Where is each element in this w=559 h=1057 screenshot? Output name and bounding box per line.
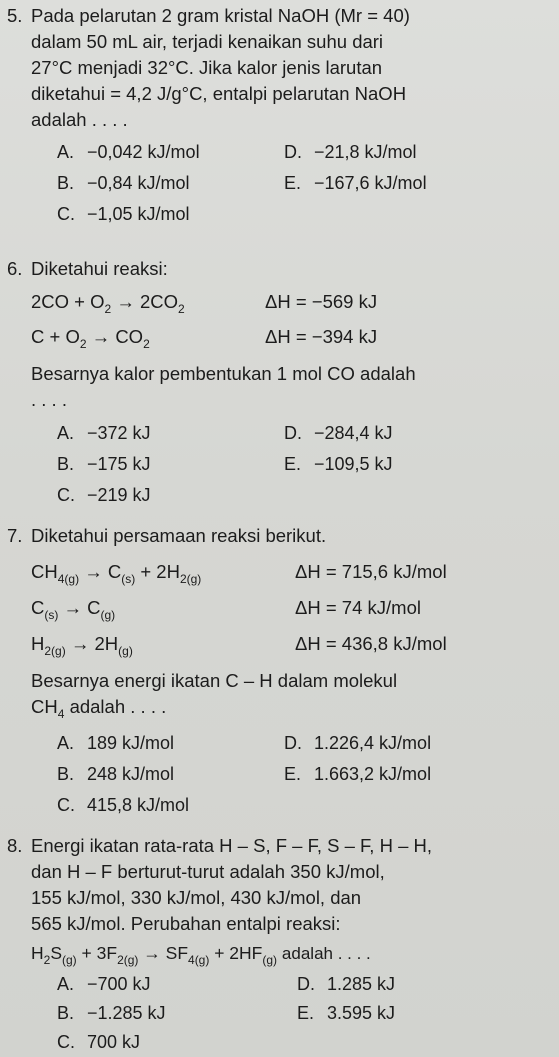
option-text: −0,84 kJ/mol bbox=[87, 173, 190, 193]
reaction-equation: $C_{(s)} \to C_{(g)}$ bbox=[31, 597, 116, 622]
arrow-icon: → bbox=[70, 633, 90, 654]
option-text: −700 kJ bbox=[87, 974, 151, 994]
reaction-equation: $C + O_2 \to CO_2$ bbox=[31, 326, 150, 351]
option-b[interactable] bbox=[57, 171, 190, 195]
question-text-line: . . . . bbox=[31, 389, 67, 410]
question-text-line: Besarnya kalor pembentukan 1 mol CO adalah bbox=[31, 363, 416, 384]
option-e[interactable] bbox=[284, 762, 431, 786]
option-text: 1.285 kJ bbox=[327, 974, 396, 994]
question-text-line: $CH_4$ adalah . . . . bbox=[31, 696, 167, 721]
arrow-icon: → bbox=[63, 597, 83, 618]
option-text: −109,5 kJ bbox=[314, 454, 393, 474]
question-text-line: 155 kJ/mol, 330 kJ/mol, 430 kJ/mol, dan bbox=[31, 887, 362, 908]
option-text: −1,05 kJ/mol bbox=[87, 204, 190, 224]
arrow-icon: → bbox=[91, 326, 111, 347]
option-c[interactable] bbox=[57, 202, 190, 226]
option-e[interactable] bbox=[284, 171, 427, 195]
option-e[interactable] bbox=[284, 452, 393, 476]
option-text: 3.595 kJ bbox=[327, 1003, 396, 1023]
question-text-line: diketahui = 4,2 J/g°C, entalpi pelarutan NaOH bbox=[31, 83, 407, 104]
option-text: −1.285 kJ bbox=[87, 1003, 166, 1023]
option-letter: C. bbox=[57, 204, 75, 224]
option-text: −21,8 kJ/mol bbox=[314, 142, 417, 162]
question-number: 6. bbox=[7, 258, 23, 279]
option-a[interactable] bbox=[57, 140, 200, 164]
question-text-line: dan H – F berturut-turut adalah 350 kJ/mol, bbox=[31, 861, 385, 882]
question-text-line: 565 kJ/mol. Perubahan entalpi reaksi: bbox=[31, 913, 341, 934]
question-intro: Diketahui reaksi: bbox=[31, 258, 168, 279]
option-text: −284,4 kJ bbox=[314, 423, 393, 443]
enthalpy-value: ΔH = −394 kJ bbox=[265, 326, 378, 347]
option-text: 700 kJ bbox=[87, 1032, 141, 1052]
reaction-equation: $H_{2(g)} \to 2H_{(g)}$ bbox=[31, 633, 133, 658]
option-letter: B. bbox=[57, 764, 75, 784]
reaction-equation: $2CO + O_2 \to 2CO_2$ bbox=[31, 291, 185, 316]
option-letter: E. bbox=[284, 173, 302, 193]
question-text-line: dalam 50 mL air, terjadi kenaikan suhu dari bbox=[31, 31, 384, 52]
question-text-line: Pada pelarutan 2 gram kristal NaOH (Mr = 40) bbox=[31, 5, 410, 26]
reaction-equation: $CH_{4(g)} \to C_{(s)} + 2H_{2(g)}$ bbox=[31, 561, 202, 586]
option-a[interactable] bbox=[57, 972, 151, 996]
option-e[interactable] bbox=[297, 1001, 395, 1025]
enthalpy-value: ΔH = 74 kJ/mol bbox=[295, 597, 421, 618]
arrow-icon: → bbox=[84, 561, 103, 582]
option-text: 1.663,2 kJ/mol bbox=[314, 764, 432, 784]
option-text: −372 kJ bbox=[87, 423, 151, 443]
option-letter: B. bbox=[57, 1003, 75, 1023]
enthalpy-value: ΔH = 436,8 kJ/mol bbox=[295, 633, 447, 654]
option-letter: C. bbox=[57, 485, 75, 505]
question-text-line: 27°C menjadi 32°C. Jika kalor jenis larutan bbox=[31, 57, 383, 78]
option-letter: A. bbox=[57, 423, 75, 443]
enthalpy-value: ΔH = −569 kJ bbox=[265, 291, 378, 312]
reaction-equation: $H_2S_{(g)} + 3F_{2(g)} \to SF_{4(g)} + 2HF_{(g)}$ adalah . . . . bbox=[31, 943, 371, 967]
option-text: −167,6 kJ/mol bbox=[314, 173, 427, 193]
option-letter: A. bbox=[57, 733, 75, 753]
option-d[interactable] bbox=[284, 731, 431, 755]
option-text: 248 kJ/mol bbox=[87, 764, 175, 784]
option-a[interactable] bbox=[57, 421, 151, 445]
option-letter: E. bbox=[284, 454, 302, 474]
question-text-line: Energi ikatan rata-rata H – S, F – F, S – F, H – H, bbox=[31, 835, 432, 856]
option-d[interactable] bbox=[297, 972, 395, 996]
option-letter: D. bbox=[284, 423, 302, 443]
option-letter: C. bbox=[57, 1032, 75, 1052]
option-letter: A. bbox=[57, 974, 75, 994]
option-b[interactable] bbox=[57, 452, 151, 476]
question-number: 5. bbox=[7, 5, 23, 26]
option-text: −175 kJ bbox=[87, 454, 151, 474]
option-letter: D. bbox=[297, 974, 315, 994]
option-b[interactable] bbox=[57, 1001, 166, 1025]
option-d[interactable] bbox=[284, 140, 417, 164]
question-intro: Diketahui persamaan reaksi berikut. bbox=[31, 525, 327, 546]
option-text: 189 kJ/mol bbox=[87, 733, 175, 753]
option-b[interactable] bbox=[57, 762, 174, 786]
option-letter: D. bbox=[284, 733, 302, 753]
option-letter: E. bbox=[284, 764, 302, 784]
option-text: 1.226,4 kJ/mol bbox=[314, 733, 432, 753]
option-text: 415,8 kJ/mol bbox=[87, 795, 190, 815]
option-letter: E. bbox=[297, 1003, 315, 1023]
option-c[interactable] bbox=[57, 1030, 140, 1054]
question-text-line: adalah . . . . bbox=[31, 109, 128, 130]
option-letter: D. bbox=[284, 142, 302, 162]
arrow-icon: → bbox=[116, 291, 135, 312]
option-c[interactable] bbox=[57, 483, 151, 507]
option-a[interactable] bbox=[57, 731, 174, 755]
option-letter: C. bbox=[57, 795, 75, 815]
question-number: 7. bbox=[7, 525, 23, 546]
option-text: −219 kJ bbox=[87, 485, 151, 505]
option-d[interactable] bbox=[284, 421, 393, 445]
option-letter: A. bbox=[57, 142, 75, 162]
question-number: 8. bbox=[7, 835, 23, 856]
arrow-icon: → bbox=[143, 943, 161, 963]
option-c[interactable] bbox=[57, 793, 189, 817]
enthalpy-value: ΔH = 715,6 kJ/mol bbox=[295, 561, 447, 582]
question-text-line: Besarnya energi ikatan C – H dalam molekul bbox=[31, 670, 398, 691]
option-letter: B. bbox=[57, 454, 75, 474]
option-letter: B. bbox=[57, 173, 75, 193]
option-text: −0,042 kJ/mol bbox=[87, 142, 200, 162]
